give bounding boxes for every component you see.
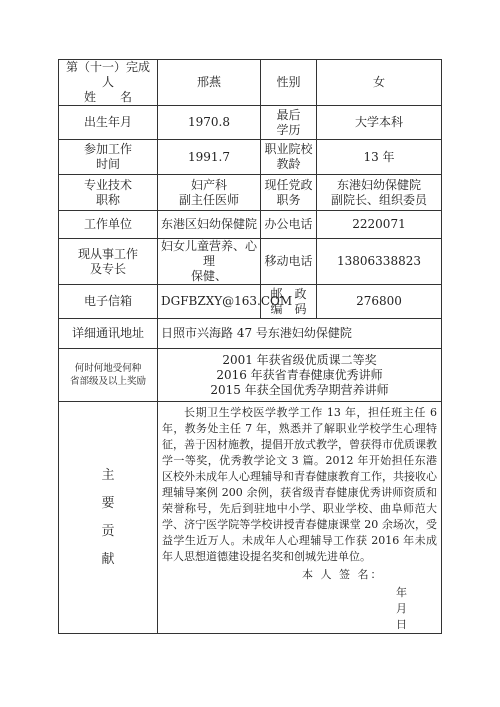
- signature-label: 本 人 签 名：: [302, 568, 384, 581]
- value-professional-title: 妇产科 副主任医师: [158, 175, 261, 211]
- label-office-phone: 办公电话: [261, 211, 317, 239]
- awards-list: [158, 349, 442, 402]
- value-postcode: 276800: [317, 285, 442, 319]
- row-address: [59, 319, 442, 349]
- value-name: 邢燕: [158, 60, 261, 106]
- label-work-start: 参加工作 时间: [59, 140, 158, 175]
- row-contribution: [59, 402, 442, 634]
- value-email: DGFBZXY@163.COM: [158, 285, 261, 319]
- value-specialty: 妇女儿童营养、心理 保健、: [158, 239, 261, 285]
- row-title: [59, 175, 442, 211]
- label-name: 第（十一）完成人 姓 名: [59, 60, 158, 106]
- label-email: 电子信箱: [59, 285, 158, 319]
- value-birth: 1970.8: [158, 106, 261, 140]
- signature-date: 年 月 日: [396, 586, 407, 631]
- value-office-phone: 2220071: [317, 211, 442, 239]
- value-mobile-phone: 13806338823: [317, 239, 442, 285]
- label-teaching-years: 职业院校 教龄: [261, 140, 317, 175]
- row-email: [59, 285, 442, 319]
- label-specialty: 现从事工作 及专长: [59, 239, 158, 285]
- row-name: [59, 60, 442, 106]
- label-main-contribution: 主 要 贡 献: [59, 402, 158, 634]
- label-gender: 性别: [261, 60, 317, 106]
- value-address: 日照市兴海路 47 号东港妇幼保健院: [158, 319, 442, 349]
- award-item: 2016 年获省青春健康优秀讲师: [216, 367, 383, 382]
- value-teaching-years: 13 年: [317, 140, 442, 175]
- value-gender: 女: [317, 60, 442, 106]
- label-awards: 何时何地受何种 省部级及以上奖励: [59, 349, 158, 402]
- label-party-position: 现任党政 职务: [261, 175, 317, 211]
- row-work-start: [59, 140, 442, 175]
- label-address: 详细通讯地址: [59, 319, 158, 349]
- contribution-content: [158, 402, 442, 634]
- value-work-unit: 东港区妇幼保健院: [158, 211, 261, 239]
- label-education: 最后 学历: [261, 106, 317, 140]
- label-work-unit: 工作单位: [59, 211, 158, 239]
- label-mobile-phone: 移动电话: [261, 239, 317, 285]
- row-birth: [59, 106, 442, 140]
- value-work-start: 1991.7: [158, 140, 261, 175]
- label-birth: 出生年月: [59, 106, 158, 140]
- row-unit: [59, 211, 442, 239]
- row-specialty: [59, 239, 442, 285]
- award-item: 2001 年获省级优质课二等奖: [222, 352, 377, 367]
- nomination-form-table: [58, 59, 442, 634]
- award-item: 2015 年获全国优秀孕期营养讲师: [210, 382, 389, 397]
- value-party-position: 东港妇幼保健院 副院长、组织委员: [317, 175, 442, 211]
- label-postcode: 邮 政 编 码: [261, 285, 317, 319]
- row-awards: [59, 349, 442, 402]
- label-professional-title: 专业技术 职称: [59, 175, 158, 211]
- value-education: 大学本科: [317, 106, 442, 140]
- contribution-text: 长期卫生学校医学教学工作 13 年，担任班主任 6 年，教务处主任 7 年，熟悉并了解职业学校学生心理特征，善于因材施教，提倡开放式教学，曾获得市优质课教学一等奖，优秀教学论文 3 篇。2012 年开始担任东港区校外未成年人心理辅导和青春健康教育工作，共接收心理辅导案例 200 余例，获省级青春健康优秀讲师资质和荣誉称号，先后到驻地中小学、职业学校、曲阜师范大学、济宁医学院等学校讲授青春健康课堂 20 余场次，受益学生近万人。未成年人心理辅导工作获 2016 年未成年人思想道德建设提名奖和创城先进单位。: [162, 406, 437, 563]
